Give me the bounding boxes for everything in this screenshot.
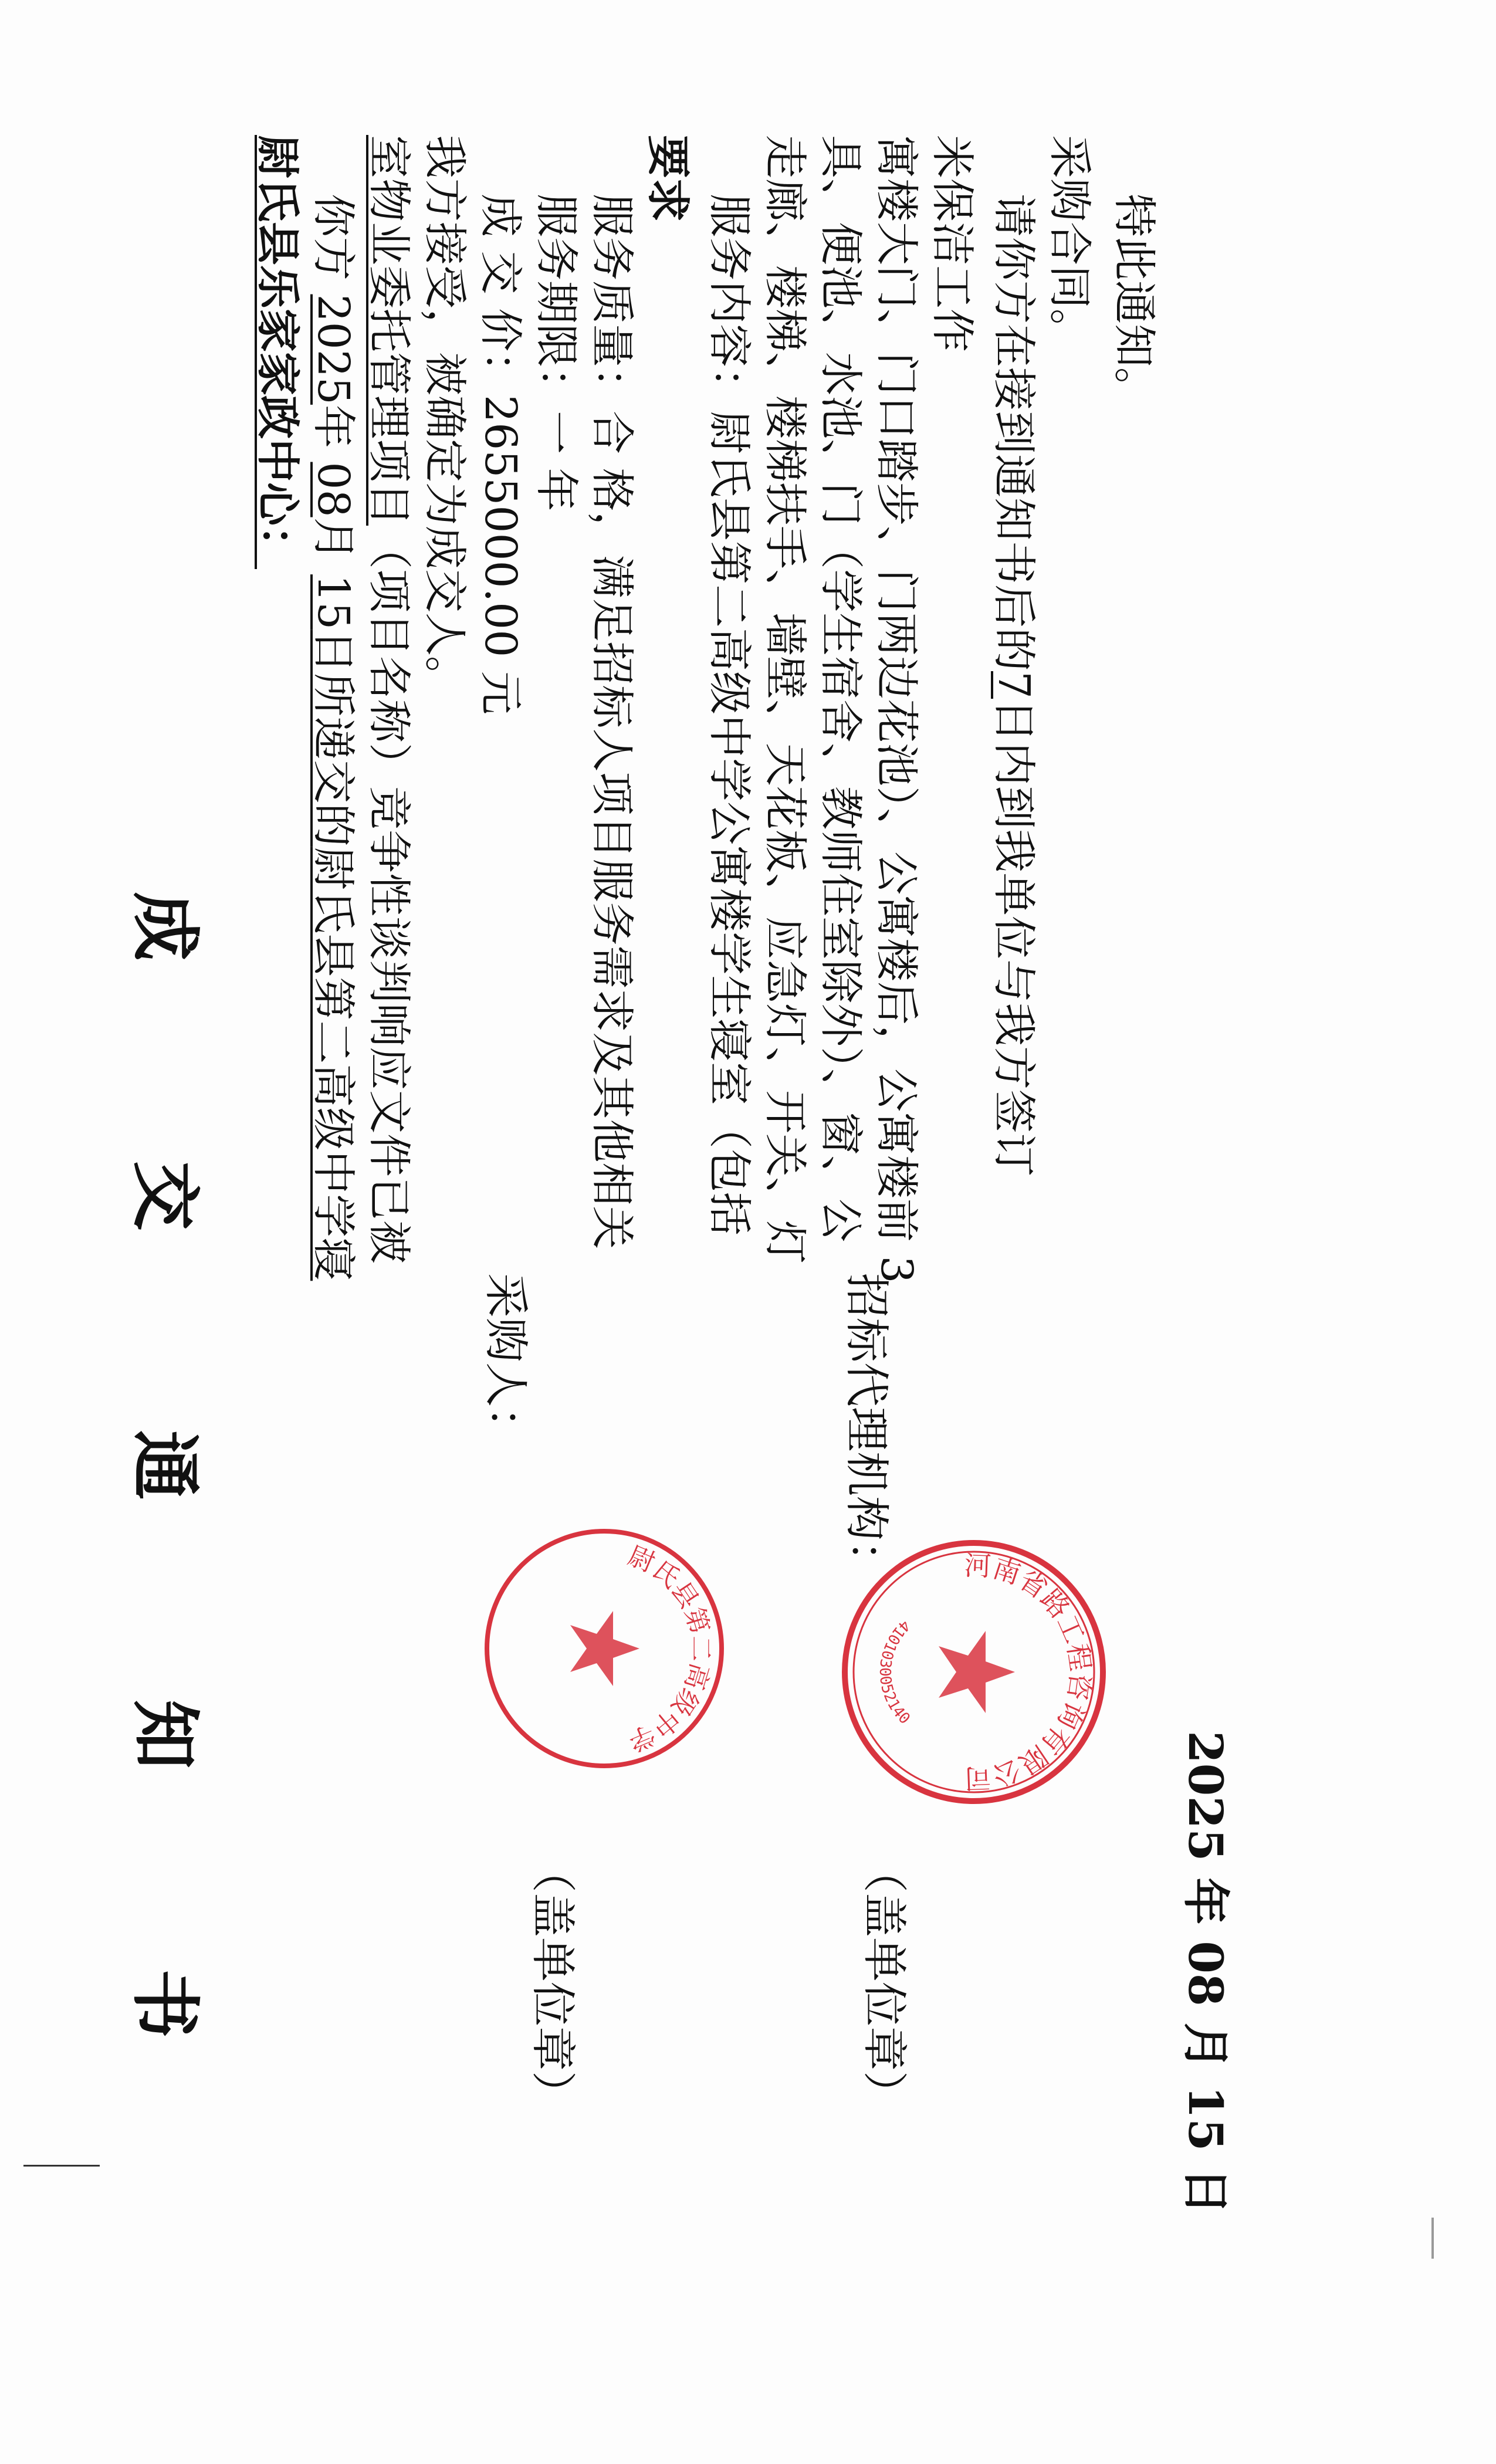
content-value-line-4: 寓楼大门、门口踏步、门两边花池）、公寓楼后，公寓楼前 3 [871, 135, 922, 1284]
agent-seal [839, 1537, 1109, 1807]
price-value: 2655000.00 元 [475, 395, 526, 715]
price-row [475, 194, 526, 715]
purchaser-label: 采购人： [480, 1273, 532, 1451]
scan-edge-mark [23, 2165, 100, 2167]
scan-edge-mark-right [1431, 2218, 1434, 2259]
content-row [704, 194, 754, 1236]
agent-seal-caption: （盖单位章） [858, 1848, 911, 2116]
issue-date: 2025 年 08 月 15 日 [1178, 1731, 1233, 2215]
signing-days: 7 [989, 671, 1039, 699]
project-name-part-2: 室物业委托管理项目 [364, 135, 414, 526]
quality-row-continued: 要求 [642, 135, 693, 222]
bid-year: 2025 [308, 294, 358, 405]
project-name-part-1: 尉氏县第二高级中学寝 [308, 847, 358, 1281]
award-paragraph-line-2: 室物业委托管理项目（项目名称）竞争性谈判响应文件已被 [364, 135, 414, 1264]
agent-seal-text: 河南省路工程咨询有限公司 [963, 1549, 1097, 1795]
quality-label: 服务质量： [587, 194, 637, 411]
content-value-line-2: 走廊、楼梯、楼梯扶手、墙壁、天花板、应急灯、开关、灯 [760, 135, 810, 1264]
signing-paragraph-line-1: 请你方在接到通知书后的7日内到我单位与我方签订 [989, 194, 1039, 1177]
period-value: 一 年 [531, 411, 581, 512]
award-paragraph-line-1: 你方 2025年 08月 15日所递交的尉氏县第二高级中学寝 [308, 194, 358, 1281]
agent-label: 招标代理机构： [841, 1273, 893, 1585]
addressee: 尉氏县乐家家政中心： [252, 135, 303, 569]
agent-seal-number: 4101030052140 [876, 1616, 913, 1728]
purchaser-seal-text: 尉氏县第二高级中学 [624, 1541, 716, 1756]
period-row [531, 194, 581, 512]
agent-seal-star [939, 1631, 1015, 1713]
purchaser-seal-star [570, 1611, 639, 1686]
content-value-line-5: 米保洁工作 [927, 135, 977, 352]
price-label: 成 交 价： [475, 194, 526, 395]
signing-paragraph-line-2: 采购合同。 [1044, 135, 1095, 352]
quality-value: 合 格，满足招标人项目服务需求及其他相关 [587, 411, 637, 1250]
bid-month: 08 [308, 462, 358, 517]
award-paragraph-line-3: 我方接受，被确定为成交人。 [419, 135, 470, 699]
content-value-line-1: 尉氏县第二高级中学公寓楼学生寝室（包括 [704, 411, 754, 1236]
purchaser-seal-caption: （盖单位章） [527, 1848, 579, 2116]
bid-day: 15 [308, 574, 358, 630]
content-label: 服务内容： [704, 194, 754, 411]
closing-line: 特此通知。 [1109, 194, 1159, 411]
period-label: 服务期限： [531, 194, 581, 411]
purchaser-seal [481, 1525, 727, 1772]
quality-row [587, 194, 637, 1250]
document-title: 成 交 通 知 书 [124, 892, 206, 2127]
content-value-line-3: 具、便池、水池、门（学生宿舍、教师住室除外）、窗、公 [815, 135, 866, 1242]
